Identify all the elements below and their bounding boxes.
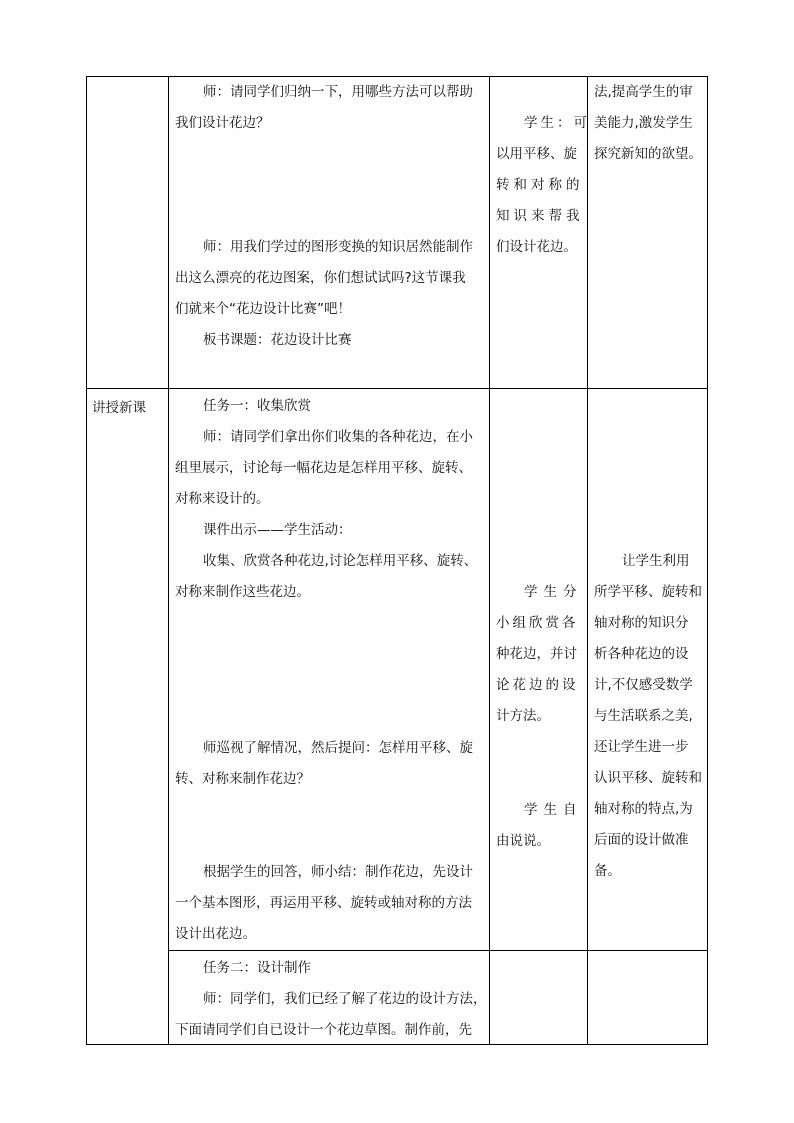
text-line: 计,不仅感受数学 xyxy=(594,677,693,693)
row-divider-1 xyxy=(86,388,708,389)
text-line: 出这么漂亮的花边图案，你们想试试吗?这节课我 xyxy=(175,270,466,286)
text-line: 析各种花边的设 xyxy=(594,646,689,662)
table-border-left xyxy=(86,76,87,1045)
text-line: 学生自 xyxy=(524,802,583,818)
row2-teacher-summary xyxy=(175,857,487,950)
row1-teacher-intro xyxy=(175,232,487,356)
text-line: 与生活联系之美, xyxy=(594,708,693,724)
text-line: 我们设计花边？ xyxy=(175,115,270,131)
text-line: 对称来设计的。 xyxy=(175,491,270,507)
text-line: 下面请同学们自已设计一个花边草图。制作前，先 xyxy=(175,1022,472,1038)
text-line: 师：用我们学过的图形变换的知识居然能制作 xyxy=(203,239,473,255)
row2-student-activity-2 xyxy=(496,795,584,857)
text-line: 课件出示——学生活动： xyxy=(203,522,352,538)
row1-student-activity xyxy=(496,108,590,263)
text-line: 计方法。 xyxy=(496,708,550,724)
text-line: 学生：可 xyxy=(524,115,590,131)
text-line: 师：请同学们拿出你们收集的各种花边，在小 xyxy=(203,429,473,445)
row2-student-activity-1 xyxy=(496,577,584,732)
row-divider-2 xyxy=(168,950,708,951)
text-line: 所学平移、旋转和 xyxy=(594,584,702,600)
text-line: 探究新知的欲望。 xyxy=(594,146,702,162)
text-line: 以用平移、旋 xyxy=(496,146,577,162)
text-line: 师：同学们，我们已经了解了花边的设计方法， xyxy=(203,991,487,1007)
table-border-right xyxy=(707,76,708,1045)
task-title: 任务一：收集欣赏 xyxy=(203,398,311,414)
text-line: 种花边，并讨 xyxy=(496,646,577,662)
text-line: 根据学生的回答，师小结：制作花边，先设计 xyxy=(203,864,473,880)
text-line: 设计出花边。 xyxy=(175,926,256,942)
text-line: 论花边的设 xyxy=(496,677,579,693)
section-label: 讲授新课 xyxy=(92,400,146,416)
col-divider-2 xyxy=(489,76,490,1045)
text-line: 由说说。 xyxy=(496,833,550,849)
row1-design-purpose xyxy=(594,77,706,170)
text-line: 轴对称的特点,为 xyxy=(594,801,693,817)
text-line: 备。 xyxy=(594,863,621,879)
board-title: 板书课题：花边设计比赛 xyxy=(203,332,352,348)
row2-task1 xyxy=(175,391,487,608)
text-line: 转和对称的 xyxy=(496,177,584,193)
text-line: 轴对称的知识分 xyxy=(594,615,689,631)
text-line: 们就来个“花边设计比赛”吧！ xyxy=(175,301,351,317)
text-line: 收集、欣赏各种花边,讨论怎样用平移、旋转、 xyxy=(203,553,478,569)
text-line: 美能力,激发学生 xyxy=(594,115,693,131)
text-line: 对称来制作这些花边。 xyxy=(175,584,310,600)
text-line: 后面的设计做准 xyxy=(594,832,689,848)
row1-teacher-question xyxy=(175,77,487,139)
row2-teacher-question xyxy=(175,733,487,795)
task-title: 任务二：设计制作 xyxy=(203,960,311,976)
text-line: 组里展示，讨论每一幅花边是怎样用平移、旋转、 xyxy=(175,460,472,476)
text-line: 一个基本图形，再运用平移、旋转或轴对称的方法 xyxy=(175,895,472,911)
text-line: 学生分 xyxy=(524,584,583,600)
text-line: 让学生利用 xyxy=(622,553,690,569)
text-line: 认识平移、旋转和 xyxy=(594,770,702,786)
text-line: 们设计花边。 xyxy=(496,239,577,255)
text-line: 法,提高学生的审 xyxy=(594,84,693,100)
col-divider-1 xyxy=(168,76,169,1045)
text-line: 师：请同学们归纳一下，用哪些方法可以帮助 xyxy=(203,84,473,100)
text-line: 知识来帮我 xyxy=(496,208,584,224)
row3-task2 xyxy=(175,953,487,1046)
text-line: 小组欣赏各 xyxy=(496,615,579,631)
col-divider-3 xyxy=(587,76,588,1045)
row2-design-purpose xyxy=(594,546,706,887)
text-line: 转、对称来制作花边？ xyxy=(175,771,310,787)
text-line: 师巡视了解情况，然后提问：怎样用平移、旋 xyxy=(203,740,473,756)
text-line: 还让学生进一步 xyxy=(594,739,689,755)
